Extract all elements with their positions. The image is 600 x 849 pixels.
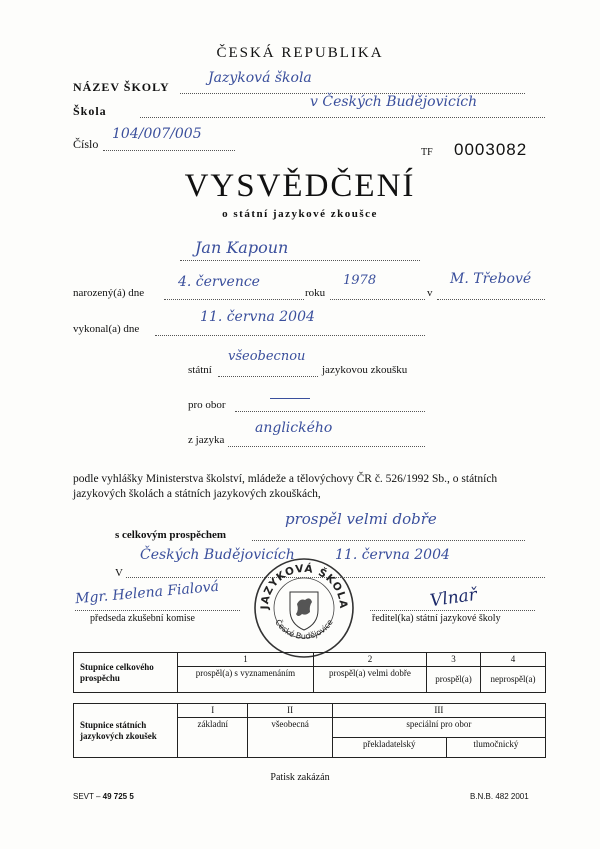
table1-num: 3 bbox=[427, 653, 481, 667]
school-label-2: Škola bbox=[73, 104, 107, 118]
table2-header: Stupnice státních jazykových zkoušek bbox=[74, 704, 178, 758]
document-title: VYSVĚDČENÍ bbox=[184, 168, 416, 204]
table2-numeral: I bbox=[178, 704, 248, 718]
born-year: 1978 bbox=[343, 273, 377, 288]
table1-header: Stupnice celkového prospěchu bbox=[74, 653, 178, 693]
table1-grade: neprospěl(a) bbox=[480, 667, 545, 693]
issue-place: Českých Budějovicích bbox=[140, 547, 295, 563]
footer-left-a: SEVT – bbox=[73, 792, 103, 801]
table1-grade: prospěl(a) velmi dobře bbox=[313, 667, 426, 693]
signature-right-label: ředitel(ka) státní jazykové školy bbox=[372, 613, 501, 624]
svg-text:České Budějovice bbox=[273, 617, 335, 641]
country-heading: ČESKÁ REPUBLIKA bbox=[216, 45, 384, 61]
passed-date: 11. června 2004 bbox=[200, 309, 315, 325]
signature-left-line bbox=[75, 610, 240, 611]
table2-col: speciální pro obor bbox=[332, 718, 545, 738]
signature-left-label: předseda zkušební komise bbox=[90, 613, 195, 624]
table2-numeral: III bbox=[332, 704, 545, 718]
table2-numeral: II bbox=[248, 704, 332, 718]
table2-col: základní bbox=[178, 718, 248, 758]
issue-date: 11. června 2004 bbox=[335, 547, 450, 563]
coat-of-arms-icon bbox=[290, 592, 318, 630]
born-label: narozený(á) dne bbox=[73, 287, 145, 299]
school-name-1: Jazyková škola bbox=[208, 70, 312, 86]
table1-grade: prospěl(a) bbox=[427, 667, 481, 693]
table2-col: všeobecná bbox=[248, 718, 332, 758]
table1-num: 4 bbox=[480, 653, 545, 667]
exam-label: jazykovou zkoušku bbox=[322, 364, 408, 376]
lang-line bbox=[228, 446, 425, 447]
passed-line bbox=[155, 335, 425, 336]
born-place-line bbox=[437, 299, 545, 300]
place-date-prefix: V bbox=[115, 567, 123, 579]
overall-label: s celkovým prospěchem bbox=[115, 529, 227, 541]
document-subtitle: o státní jazykové zkoušce bbox=[222, 208, 378, 220]
year-label: roku bbox=[305, 287, 326, 299]
cislo-value: 104/007/005 bbox=[112, 126, 202, 142]
obor-label: pro obor bbox=[188, 399, 226, 411]
cislo-label: Číslo bbox=[73, 137, 99, 151]
exam-type: všeobecnou bbox=[228, 349, 306, 364]
signature-right: Vlnař bbox=[428, 584, 479, 612]
table1-num: 1 bbox=[178, 653, 314, 667]
table2-sub: tlumočnický bbox=[446, 738, 545, 758]
year-line bbox=[330, 299, 425, 300]
holder-name: Jan Kapoun bbox=[195, 238, 289, 257]
born-date-line bbox=[164, 299, 304, 300]
legal-text: podle vyhlášky Ministerstva školství, mládeže a tělovýchovy ČR č. 526/1992 Sb., o státních jazykových školách a státních jazykových zkouškách, bbox=[73, 473, 498, 500]
overall-value: prospěl velmi dobře bbox=[285, 510, 437, 528]
overall-grade-scale-table bbox=[73, 652, 546, 693]
signature-right-line bbox=[370, 610, 535, 611]
school-stamp bbox=[252, 556, 356, 660]
stamp-bottom-text: České Budějovice bbox=[273, 617, 335, 641]
school-label-1: NÁZEV ŠKOLY bbox=[73, 80, 170, 94]
footer-left-b: 49 725 5 bbox=[102, 792, 134, 801]
born-date: 4. července bbox=[178, 274, 260, 290]
reprint-note: Patisk zakázán bbox=[270, 772, 330, 783]
school-name-2: v Českých Budějovicích bbox=[310, 94, 478, 110]
place-prefix: v bbox=[427, 287, 433, 299]
serial-number: 0003082 bbox=[454, 140, 528, 159]
obor-dash bbox=[270, 398, 310, 399]
exam-scale-table bbox=[73, 703, 546, 758]
born-place: M. Třebové bbox=[450, 271, 532, 287]
tf-label: TF bbox=[421, 147, 433, 158]
name-line bbox=[180, 260, 420, 261]
overall-line bbox=[252, 540, 525, 541]
passed-label: vykonal(a) dne bbox=[73, 323, 140, 335]
obor-line bbox=[235, 411, 425, 412]
table1-num: 2 bbox=[313, 653, 426, 667]
stamp-top-text: JAZYKOVÁ ŠKOLA bbox=[258, 562, 350, 610]
table1-grade: prospěl(a) s vyznamenáním bbox=[178, 667, 314, 693]
footer-left bbox=[73, 792, 134, 801]
footer-right: B.N.B. 482 2001 bbox=[470, 792, 529, 801]
school-line-2 bbox=[140, 117, 545, 118]
table2-sub: překladatelský bbox=[332, 738, 446, 758]
statni-label: státní bbox=[188, 364, 212, 376]
signature-left: Mgr. Helena Fialová bbox=[74, 578, 220, 608]
cislo-line bbox=[103, 150, 235, 151]
exam-type-line bbox=[218, 376, 318, 377]
lang-label: z jazyka bbox=[188, 434, 225, 446]
lang-value: anglického bbox=[255, 420, 333, 436]
